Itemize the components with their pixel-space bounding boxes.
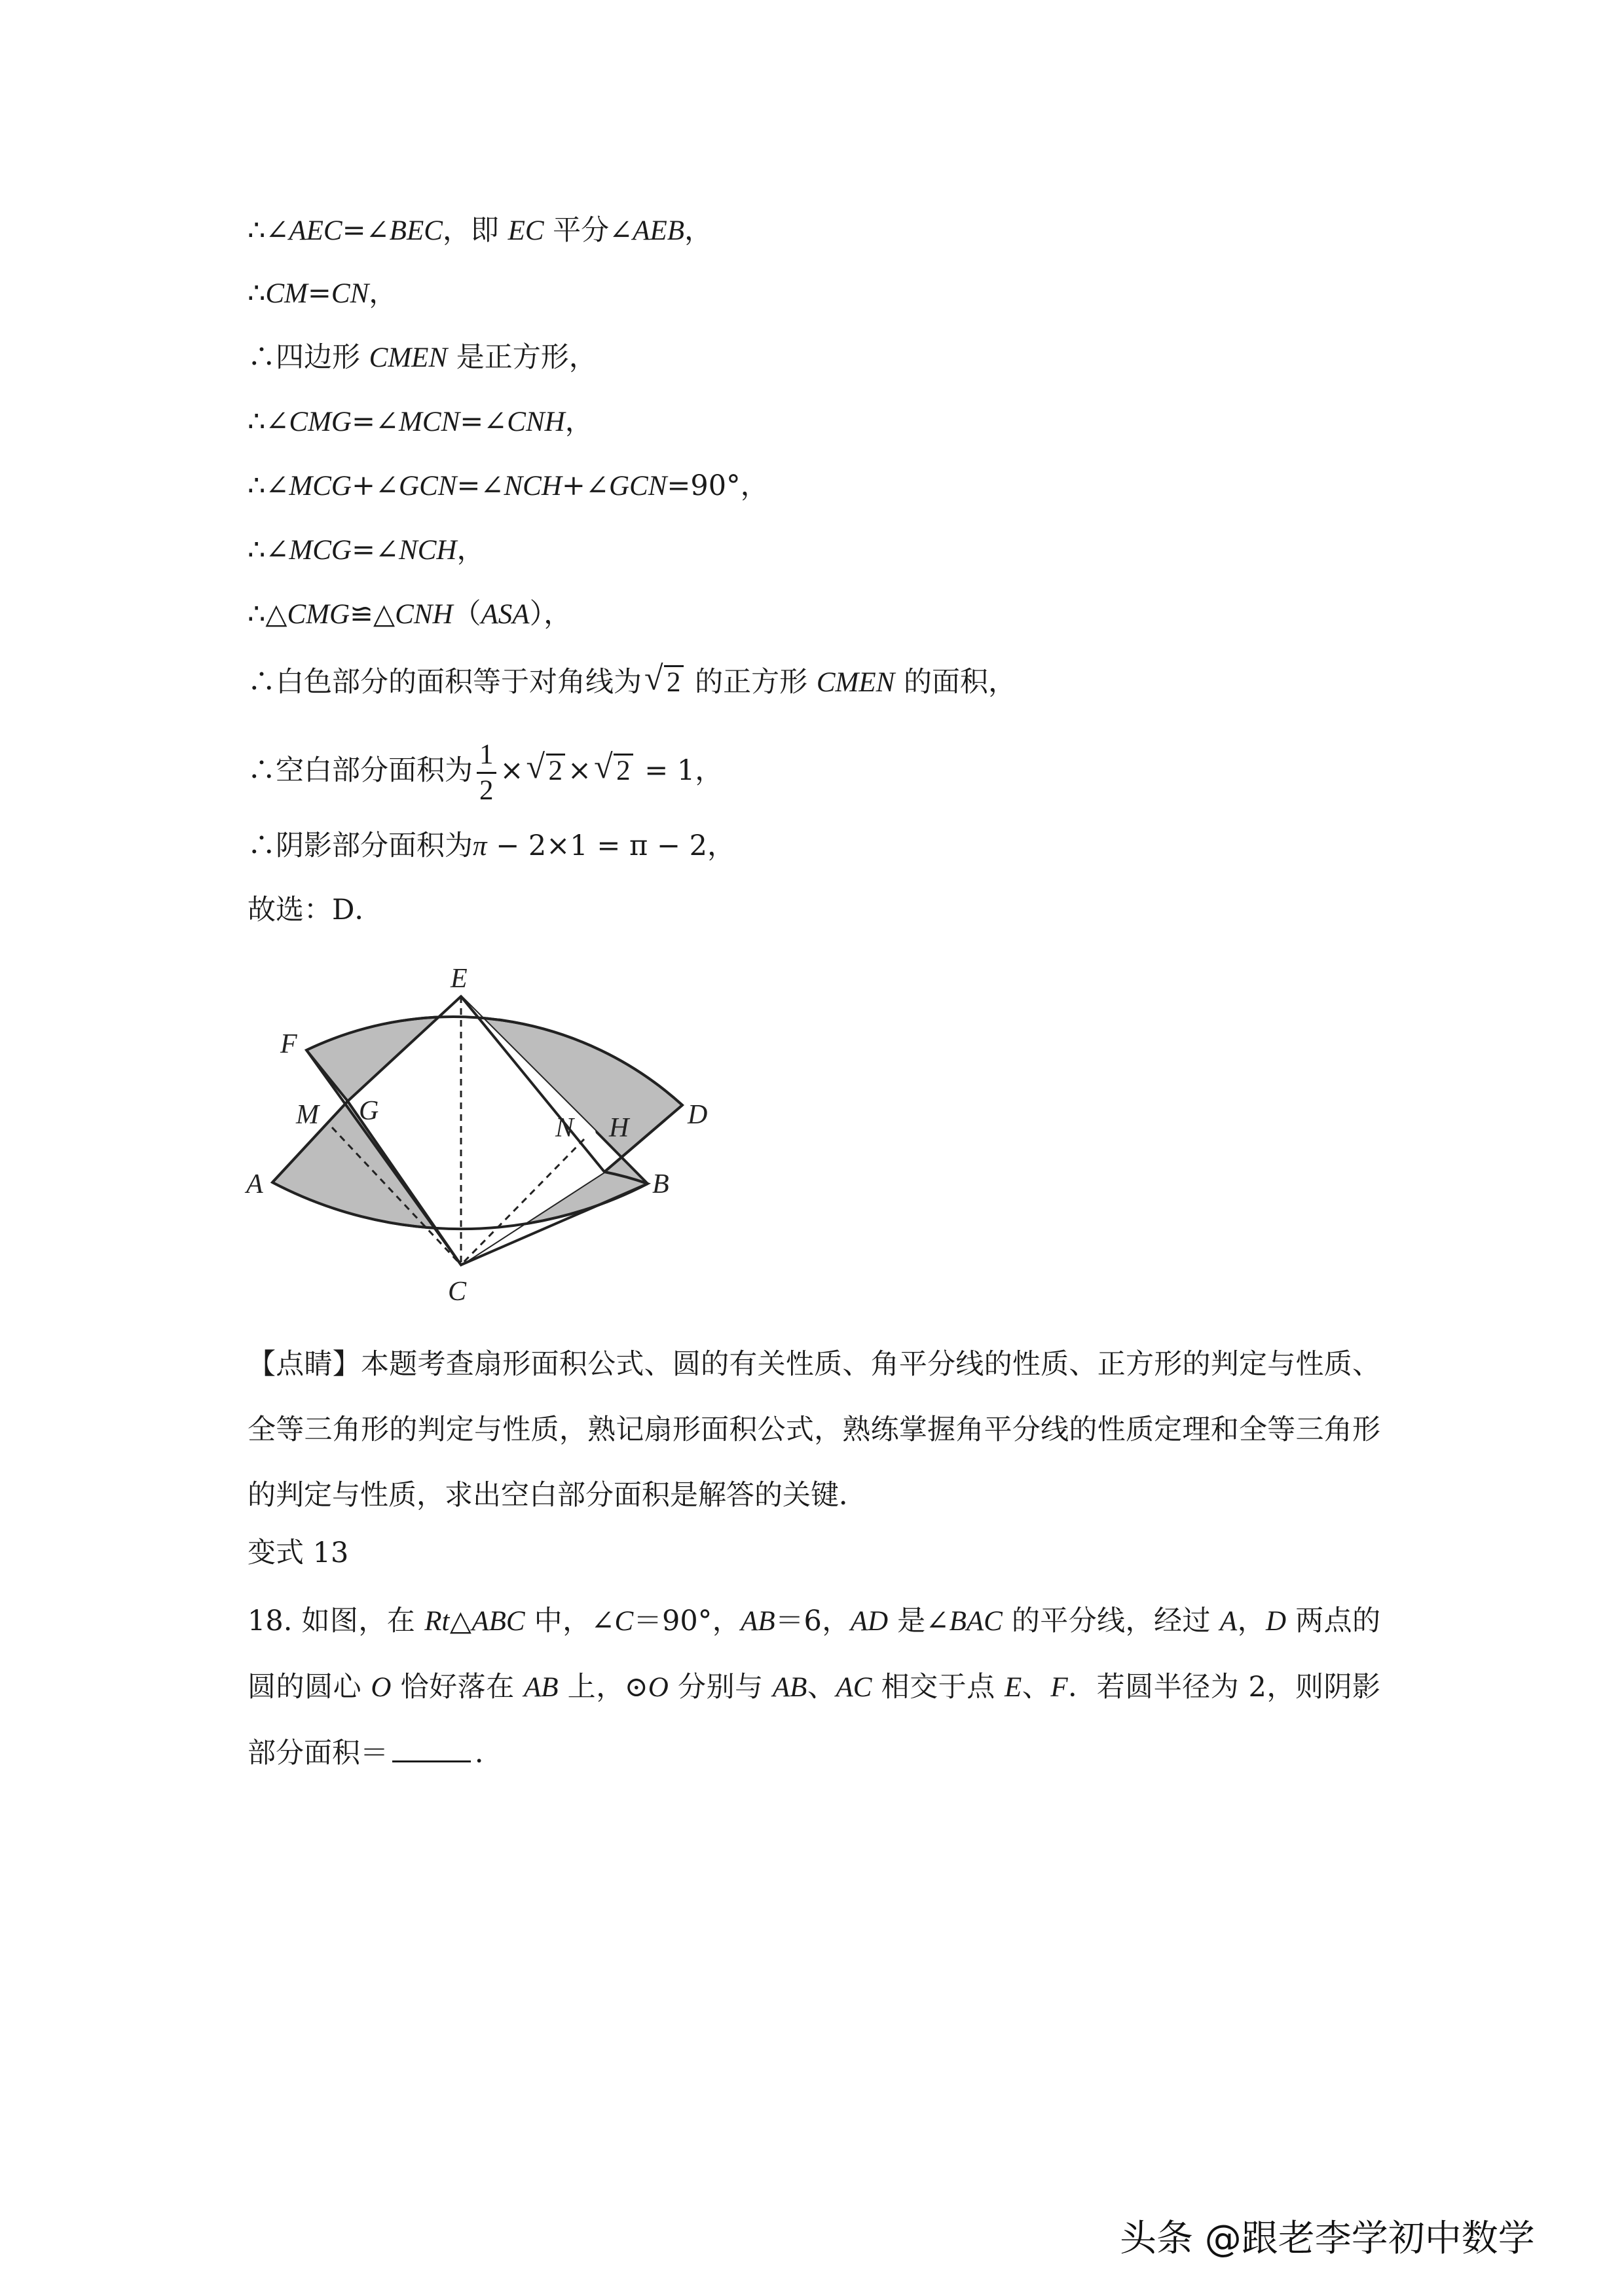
proof-line-2: ∴CM=CN， — [248, 277, 397, 310]
variant-label: 变式 13 — [248, 1537, 349, 1569]
key-point-comment: 【点睛】本题考查扇形面积公式、圆的有关性质、角平分线的性质、正方形的判定与性质、全等三角形的判定与性质，熟记扇形面积公式，熟练掌握角平分线的性质定理和全等三角形的判定与性质，求出空白部分面积是解答的关键． — [248, 1348, 1380, 1512]
label-E: E — [451, 964, 468, 994]
label-C: C — [448, 1277, 467, 1307]
label-D: D — [688, 1100, 708, 1130]
label-G: G — [359, 1096, 379, 1126]
label-M: M — [296, 1100, 319, 1130]
proof-line-9: ∴空白部分面积为 $\frac{1}{2}$ × √ 2 × √ 2 = 1， — [248, 735, 723, 808]
sqrt-expression: √ 2 — [594, 735, 633, 807]
proof-conclusion: 故选：D． — [248, 894, 383, 926]
watermark: 头条 @跟老李学初中数学 — [1120, 2217, 1535, 2260]
fraction: $\frac{1}{2}$ — [477, 738, 496, 808]
problem-18: 18. 如图，在 Rt△ABC 中，∠C＝90°，AB＝6，AD 是∠BAC 的平分线，经过 A，D 两点的圆的圆心 O 恰好落在 AB 上，⊙O 分别与 AB、AC 相交于点 E、F．若圆半径为 2，则阴影部分面积＝ ． — [248, 1605, 1381, 1770]
label-B: B — [652, 1169, 669, 1199]
label-F: F — [280, 1029, 297, 1059]
proof-line-5: ∴∠MCG+∠GCN=∠NCH+∠GCN=90°， — [248, 469, 769, 502]
sqrt-expression: √ 2 — [526, 735, 566, 807]
label-N: N — [555, 1113, 574, 1143]
proof-line-3: ∴四边形 CMEN 是正方形， — [248, 341, 597, 374]
answer-blank — [392, 1760, 471, 1762]
proof-line-1: ∴∠AEC=∠BEC，即 EC 平分∠AEB， — [248, 214, 713, 247]
proof-line-6: ∴∠MCG=∠NCH， — [248, 534, 485, 566]
proof-line-8: ∴白色部分的面积等于对角线为 √ 2 的正方形 CMEN 的面积， — [248, 663, 1016, 702]
proof-line-7: ∴△CMG≌△CNH（ASA）， — [248, 598, 572, 630]
sqrt-expression: √ 2 — [644, 663, 684, 702]
label-A: A — [246, 1169, 263, 1199]
proof-line-4: ∴∠CMG=∠MCN=∠CNH， — [248, 405, 593, 438]
proof-line-10: ∴阴影部分面积为π − 2×1 = π − 2， — [248, 829, 736, 862]
label-H: H — [609, 1113, 629, 1143]
geometry-figure — [236, 943, 733, 1309]
